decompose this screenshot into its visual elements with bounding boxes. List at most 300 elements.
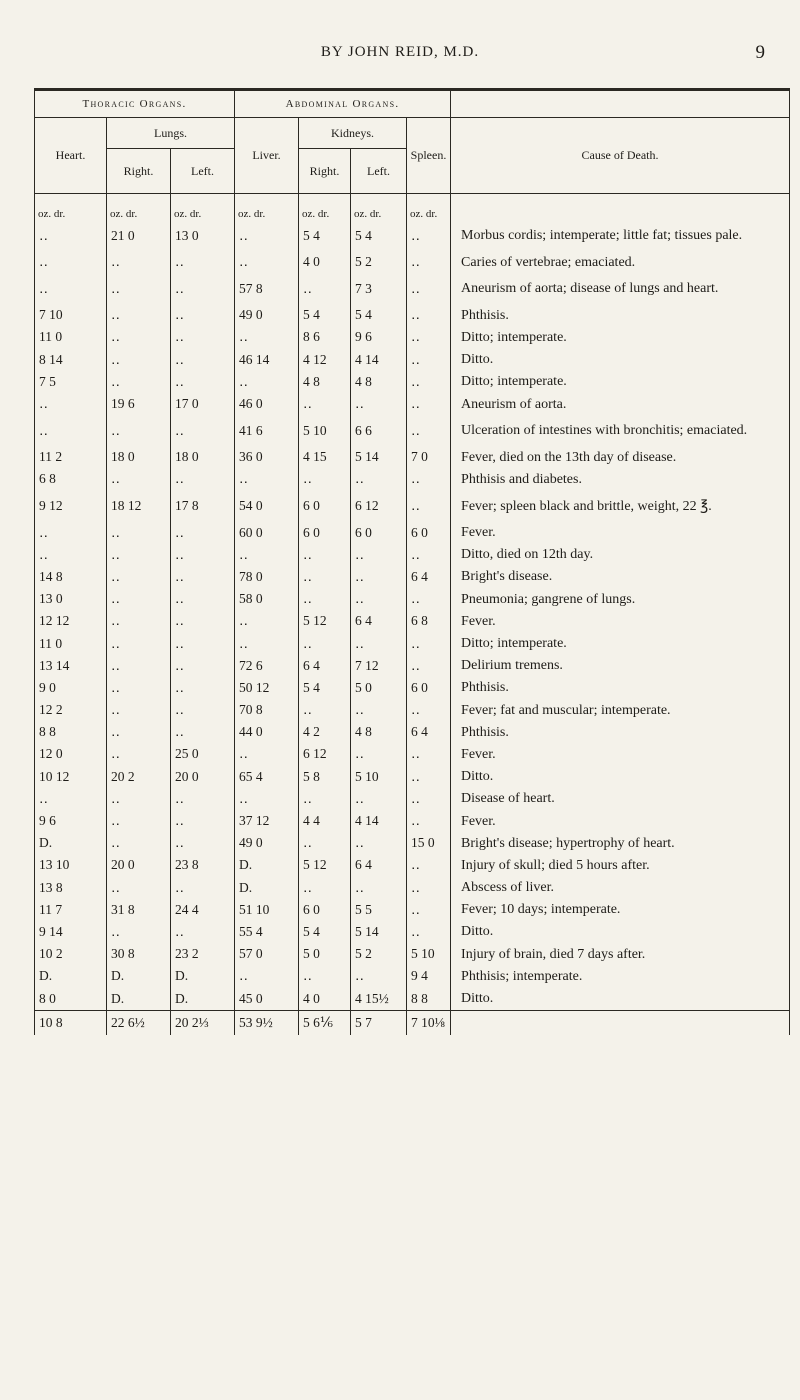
cause-of-death: Aneurism of aorta. xyxy=(451,393,790,415)
cause-of-death: Ditto; intemperate. xyxy=(451,632,790,654)
liver-weight: ‥ xyxy=(235,743,299,765)
kidney-left-weight: 4 8 xyxy=(351,721,407,743)
avg-lung-right: 22 6½ xyxy=(107,1010,171,1035)
table-row xyxy=(35,566,790,588)
heart-weight: 12 0 xyxy=(35,743,107,765)
lung-right-header: Right. xyxy=(107,149,171,194)
heart-weight: 13 8 xyxy=(35,877,107,899)
lung-left-weight: ‥ xyxy=(171,326,235,348)
kidney-left-weight: ‥ xyxy=(351,468,407,490)
kidney-left-header: Left. xyxy=(351,149,407,194)
lung-left-weight: ‥ xyxy=(171,544,235,566)
kidney-right-weight: 5 12 xyxy=(299,854,351,876)
lung-left-weight: ‥ xyxy=(171,566,235,588)
lung-left-weight: ‥ xyxy=(171,468,235,490)
lung-right-weight: ‥ xyxy=(107,655,171,677)
spleen-weight: 15 0 xyxy=(407,832,451,854)
heart-weight: ‥ xyxy=(35,415,107,446)
liver-weight: 36 0 xyxy=(235,446,299,468)
liver-weight: 45 0 xyxy=(235,987,299,1010)
cause-of-death: Fever. xyxy=(451,522,790,544)
lung-right-weight: ‥ xyxy=(107,699,171,721)
liver-weight: 70 8 xyxy=(235,699,299,721)
liver-weight: ‥ xyxy=(235,251,299,273)
table-row xyxy=(35,304,790,326)
cause-of-death: Delirium tremens. xyxy=(451,655,790,677)
kidney-right-weight: 5 8 xyxy=(299,766,351,788)
cause-of-death: Fever; spleen black and brittle, weight, 22 ℥. xyxy=(451,491,790,522)
avg-lung-left: 20 2⅓ xyxy=(171,1010,235,1035)
kidney-right-weight: 5 4 xyxy=(299,304,351,326)
table-body xyxy=(35,194,790,1011)
lung-left-weight: ‥ xyxy=(171,699,235,721)
table-row xyxy=(35,943,790,965)
cause-of-death-header: Cause of Death. xyxy=(451,118,790,194)
kidney-right-weight: ‥ xyxy=(299,273,351,304)
lung-right-weight: 21 0 xyxy=(107,220,171,251)
cause-of-death: Ulceration of intestines with bronchitis; emaciated. xyxy=(451,415,790,446)
lung-left-weight: 20 0 xyxy=(171,766,235,788)
spleen-weight: ‥ xyxy=(407,655,451,677)
lung-left-weight: ‥ xyxy=(171,721,235,743)
liver-weight: 49 0 xyxy=(235,304,299,326)
kidney-right-weight: 6 0 xyxy=(299,522,351,544)
cause-of-death: Bright's disease; hypertrophy of heart. xyxy=(451,832,790,854)
unit-label: oz. dr. xyxy=(299,194,351,221)
kidney-left-weight: 6 4 xyxy=(351,854,407,876)
kidney-right-weight: ‥ xyxy=(299,632,351,654)
lung-right-weight: ‥ xyxy=(107,788,171,810)
liver-weight: 57 8 xyxy=(235,273,299,304)
spleen-weight: ‥ xyxy=(407,854,451,876)
heart-weight: 7 10 xyxy=(35,304,107,326)
lung-right-weight: ‥ xyxy=(107,588,171,610)
lung-right-weight: ‥ xyxy=(107,326,171,348)
table-row xyxy=(35,393,790,415)
spleen-header: Spleen. xyxy=(407,118,451,194)
kidney-left-weight: 7 12 xyxy=(351,655,407,677)
kidney-left-weight: 4 14 xyxy=(351,810,407,832)
lung-right-weight: ‥ xyxy=(107,273,171,304)
kidney-left-weight: 5 2 xyxy=(351,943,407,965)
lung-left-weight: ‥ xyxy=(171,810,235,832)
heart-weight: 9 0 xyxy=(35,677,107,699)
cause-of-death: Abscess of liver. xyxy=(451,877,790,899)
table-row xyxy=(35,832,790,854)
heart-header: Heart. xyxy=(35,118,107,194)
spleen-weight: 6 0 xyxy=(407,677,451,699)
kidney-right-weight: 5 4 xyxy=(299,220,351,251)
cause-of-death: Phthisis. xyxy=(451,677,790,699)
kidney-left-weight: 5 4 xyxy=(351,304,407,326)
spleen-weight: 6 8 xyxy=(407,610,451,632)
lung-left-weight: ‥ xyxy=(171,349,235,371)
cause-of-death: Morbus cordis; intemperate; little fat; tissues pale. xyxy=(451,220,790,251)
units-row xyxy=(35,194,790,221)
lung-right-weight: D. xyxy=(107,965,171,987)
kidney-right-weight: 5 4 xyxy=(299,921,351,943)
kidney-left-weight: ‥ xyxy=(351,877,407,899)
lung-right-weight: ‥ xyxy=(107,566,171,588)
kidney-right-weight: ‥ xyxy=(299,788,351,810)
spleen-weight: ‥ xyxy=(407,899,451,921)
spleen-weight: ‥ xyxy=(407,468,451,490)
kidney-left-weight: 5 10 xyxy=(351,766,407,788)
lung-left-weight: D. xyxy=(171,965,235,987)
lung-left-weight: ‥ xyxy=(171,415,235,446)
lung-left-weight: ‥ xyxy=(171,921,235,943)
cause-of-death: Pneumonia; gangrene of lungs. xyxy=(451,588,790,610)
kidney-left-weight: 6 0 xyxy=(351,522,407,544)
liver-weight: ‥ xyxy=(235,610,299,632)
heart-weight: ‥ xyxy=(35,788,107,810)
lung-left-weight: ‥ xyxy=(171,877,235,899)
lung-right-weight: ‥ xyxy=(107,677,171,699)
lung-left-weight: 25 0 xyxy=(171,743,235,765)
running-head-text: BY JOHN REID, M.D. xyxy=(320,44,480,60)
lung-right-weight: ‥ xyxy=(107,415,171,446)
avg-kidney-right: 5 6⅙ xyxy=(299,1010,351,1035)
table-row xyxy=(35,965,790,987)
table-row xyxy=(35,446,790,468)
cause-of-death: Ditto; intemperate. xyxy=(451,371,790,393)
lung-right-weight: 30 8 xyxy=(107,943,171,965)
kidney-left-weight: ‥ xyxy=(351,832,407,854)
table-row xyxy=(35,921,790,943)
kidney-left-weight: 4 8 xyxy=(351,371,407,393)
heart-weight: 11 2 xyxy=(35,446,107,468)
lung-right-weight: ‥ xyxy=(107,544,171,566)
lung-right-weight: ‥ xyxy=(107,304,171,326)
lung-right-weight: ‥ xyxy=(107,921,171,943)
lung-left-weight: 23 2 xyxy=(171,943,235,965)
table-row xyxy=(35,766,790,788)
liver-weight: ‥ xyxy=(235,965,299,987)
liver-weight: ‥ xyxy=(235,544,299,566)
heart-weight: 11 0 xyxy=(35,632,107,654)
kidney-right-weight: 4 0 xyxy=(299,251,351,273)
cause-of-death: Ditto. xyxy=(451,349,790,371)
kidney-right-weight: 8 6 xyxy=(299,326,351,348)
cause-of-death: Ditto. xyxy=(451,987,790,1010)
kidney-right-weight: 6 0 xyxy=(299,899,351,921)
spleen-weight: ‥ xyxy=(407,220,451,251)
lung-left-weight: ‥ xyxy=(171,677,235,699)
spleen-weight: ‥ xyxy=(407,921,451,943)
liver-weight: 65 4 xyxy=(235,766,299,788)
liver-weight: ‥ xyxy=(235,468,299,490)
cause-of-death: Injury of brain, died 7 days after. xyxy=(451,943,790,965)
liver-weight: 49 0 xyxy=(235,832,299,854)
kidney-right-weight: ‥ xyxy=(299,544,351,566)
liver-weight: D. xyxy=(235,877,299,899)
lung-left-weight: ‥ xyxy=(171,655,235,677)
spleen-weight: ‥ xyxy=(407,588,451,610)
cause-of-death: Ditto, died on 12th day. xyxy=(451,544,790,566)
kidney-right-weight: ‥ xyxy=(299,832,351,854)
kidney-left-weight: ‥ xyxy=(351,566,407,588)
cause-of-death: Fever. xyxy=(451,610,790,632)
lung-right-weight: ‥ xyxy=(107,371,171,393)
spleen-weight: 6 4 xyxy=(407,566,451,588)
avg-kidney-left: 5 7 xyxy=(351,1010,407,1035)
spleen-weight: ‥ xyxy=(407,699,451,721)
liver-weight: 55 4 xyxy=(235,921,299,943)
heart-weight: 9 6 xyxy=(35,810,107,832)
heart-weight: 9 14 xyxy=(35,921,107,943)
kidney-right-weight: 4 2 xyxy=(299,721,351,743)
lung-left-weight: 17 8 xyxy=(171,491,235,522)
lung-right-weight: ‥ xyxy=(107,349,171,371)
cause-of-death: Injury of skull; died 5 hours after. xyxy=(451,854,790,876)
spleen-weight: ‥ xyxy=(407,415,451,446)
kidney-left-weight: ‥ xyxy=(351,699,407,721)
heart-weight: 8 8 xyxy=(35,721,107,743)
kidney-left-weight: ‥ xyxy=(351,965,407,987)
table-row xyxy=(35,544,790,566)
cause-of-death: Bright's disease. xyxy=(451,566,790,588)
spleen-weight: ‥ xyxy=(407,304,451,326)
heart-weight: ‥ xyxy=(35,393,107,415)
liver-weight: 46 0 xyxy=(235,393,299,415)
lung-left-weight: ‥ xyxy=(171,632,235,654)
table-row xyxy=(35,522,790,544)
table-row xyxy=(35,415,790,446)
spleen-weight: ‥ xyxy=(407,349,451,371)
kidney-left-weight: 5 14 xyxy=(351,921,407,943)
cause-of-death: Phthisis; intemperate. xyxy=(451,965,790,987)
heart-weight: 9 12 xyxy=(35,491,107,522)
spleen-weight: ‥ xyxy=(407,788,451,810)
kidney-right-weight: 5 12 xyxy=(299,610,351,632)
lung-right-weight: ‥ xyxy=(107,522,171,544)
cause-of-death: Fever, died on the 13th day of disease. xyxy=(451,446,790,468)
cause-of-death: Ditto. xyxy=(451,921,790,943)
table-row xyxy=(35,273,790,304)
liver-weight: 50 12 xyxy=(235,677,299,699)
running-head xyxy=(0,44,800,61)
lung-left-weight: ‥ xyxy=(171,251,235,273)
kidney-left-weight: 5 4 xyxy=(351,220,407,251)
table-row xyxy=(35,854,790,876)
table-row xyxy=(35,371,790,393)
liver-weight: 41 6 xyxy=(235,415,299,446)
cause-of-death: Aneurism of aorta; disease of lungs and heart. xyxy=(451,273,790,304)
unit-label: oz. dr. xyxy=(235,194,299,221)
heart-weight: ‥ xyxy=(35,251,107,273)
liver-weight: ‥ xyxy=(235,371,299,393)
table-row xyxy=(35,326,790,348)
kidney-left-weight: 6 4 xyxy=(351,610,407,632)
liver-weight: ‥ xyxy=(235,632,299,654)
table-row xyxy=(35,987,790,1010)
lung-right-weight: ‥ xyxy=(107,610,171,632)
cause-of-death: Phthisis and diabetes. xyxy=(451,468,790,490)
cause-of-death: Fever. xyxy=(451,810,790,832)
unit-label: oz. dr. xyxy=(351,194,407,221)
heart-weight: 12 2 xyxy=(35,699,107,721)
kidney-right-weight: 5 0 xyxy=(299,943,351,965)
lung-right-weight: ‥ xyxy=(107,251,171,273)
lung-right-weight: 19 6 xyxy=(107,393,171,415)
kidney-right-weight: 4 4 xyxy=(299,810,351,832)
kidney-left-weight: 7 3 xyxy=(351,273,407,304)
page-number: 9 xyxy=(755,42,766,63)
lung-left-weight: 17 0 xyxy=(171,393,235,415)
average-row xyxy=(35,1010,790,1035)
lung-right-weight: ‥ xyxy=(107,721,171,743)
heart-weight: 14 8 xyxy=(35,566,107,588)
kidney-left-weight: 5 2 xyxy=(351,251,407,273)
spleen-weight: ‥ xyxy=(407,544,451,566)
heart-weight: 8 0 xyxy=(35,987,107,1010)
lung-right-weight: ‥ xyxy=(107,877,171,899)
spleen-weight: ‥ xyxy=(407,326,451,348)
liver-header: Liver. xyxy=(235,118,299,194)
unit-label: oz. dr. xyxy=(171,194,235,221)
avg-liver: 53 9½ xyxy=(235,1010,299,1035)
kidney-right-weight: 4 12 xyxy=(299,349,351,371)
lung-left-weight: ‥ xyxy=(171,788,235,810)
liver-weight: 51 10 xyxy=(235,899,299,921)
table-row xyxy=(35,788,790,810)
kidney-left-weight: ‥ xyxy=(351,544,407,566)
heart-weight: ‥ xyxy=(35,544,107,566)
table-row xyxy=(35,632,790,654)
table-row xyxy=(35,721,790,743)
table-row xyxy=(35,491,790,522)
thoracic-organs-header: Thoracic Organs. xyxy=(35,90,235,118)
lung-left-header: Left. xyxy=(171,149,235,194)
lung-left-weight: 24 4 xyxy=(171,899,235,921)
kidney-right-weight: 5 4 xyxy=(299,677,351,699)
liver-weight: 60 0 xyxy=(235,522,299,544)
heart-weight: 13 14 xyxy=(35,655,107,677)
lung-right-weight: D. xyxy=(107,987,171,1010)
lung-left-weight: D. xyxy=(171,987,235,1010)
heart-weight: D. xyxy=(35,965,107,987)
lung-right-weight: 18 12 xyxy=(107,491,171,522)
abdominal-organs-header: Abdominal Organs. xyxy=(235,90,451,118)
cause-of-death: Caries of vertebrae; emaciated. xyxy=(451,251,790,273)
table-row xyxy=(35,220,790,251)
table-row xyxy=(35,610,790,632)
spleen-weight: ‥ xyxy=(407,632,451,654)
liver-weight: ‥ xyxy=(235,326,299,348)
heart-weight: 8 14 xyxy=(35,349,107,371)
lung-left-weight: 13 0 xyxy=(171,220,235,251)
unit-label: oz. dr. xyxy=(407,194,451,221)
autopsy-weights-table xyxy=(34,88,790,1035)
lung-left-weight: 23 8 xyxy=(171,854,235,876)
lung-right-weight: ‥ xyxy=(107,810,171,832)
spleen-weight: ‥ xyxy=(407,251,451,273)
heart-weight: 11 7 xyxy=(35,899,107,921)
kidney-right-weight: ‥ xyxy=(299,965,351,987)
lung-right-weight: 18 0 xyxy=(107,446,171,468)
kidney-right-weight: 6 0 xyxy=(299,491,351,522)
kidney-right-header: Right. xyxy=(299,149,351,194)
table-row xyxy=(35,655,790,677)
spleen-weight: ‥ xyxy=(407,877,451,899)
lung-right-weight: ‥ xyxy=(107,832,171,854)
heart-weight: ‥ xyxy=(35,220,107,251)
kidney-right-weight: ‥ xyxy=(299,877,351,899)
kidney-left-weight: 5 14 xyxy=(351,446,407,468)
kidney-left-weight: 9 6 xyxy=(351,326,407,348)
liver-weight: ‥ xyxy=(235,220,299,251)
kidney-left-weight: ‥ xyxy=(351,632,407,654)
cause-of-death: Phthisis. xyxy=(451,721,790,743)
heart-weight: 10 12 xyxy=(35,766,107,788)
table-row xyxy=(35,899,790,921)
lung-right-weight: ‥ xyxy=(107,632,171,654)
avg-spleen: 7 10⅛ xyxy=(407,1010,451,1035)
spleen-weight: 5 10 xyxy=(407,943,451,965)
liver-weight: 57 0 xyxy=(235,943,299,965)
lung-left-weight: ‥ xyxy=(171,273,235,304)
kidney-left-weight: 5 5 xyxy=(351,899,407,921)
kidney-right-weight: 5 10 xyxy=(299,415,351,446)
liver-weight: 78 0 xyxy=(235,566,299,588)
spleen-weight: 6 0 xyxy=(407,522,451,544)
kidney-right-weight: 6 12 xyxy=(299,743,351,765)
heart-weight: 7 5 xyxy=(35,371,107,393)
heart-weight: 13 10 xyxy=(35,854,107,876)
heart-weight: 12 12 xyxy=(35,610,107,632)
heart-weight: ‥ xyxy=(35,273,107,304)
lung-right-weight: 20 0 xyxy=(107,854,171,876)
lung-right-weight: 31 8 xyxy=(107,899,171,921)
heart-weight: 10 2 xyxy=(35,943,107,965)
kidney-left-weight: ‥ xyxy=(351,393,407,415)
kidney-right-weight: ‥ xyxy=(299,566,351,588)
table-row xyxy=(35,251,790,273)
cause-of-death: Phthisis. xyxy=(451,304,790,326)
heart-weight: 11 0 xyxy=(35,326,107,348)
heart-weight: ‥ xyxy=(35,522,107,544)
table-row xyxy=(35,699,790,721)
kidney-left-weight: 6 12 xyxy=(351,491,407,522)
kidney-right-weight: ‥ xyxy=(299,588,351,610)
liver-weight: 44 0 xyxy=(235,721,299,743)
cause-of-death: Fever. xyxy=(451,743,790,765)
kidney-left-weight: ‥ xyxy=(351,588,407,610)
spleen-weight: ‥ xyxy=(407,766,451,788)
heart-weight: 13 0 xyxy=(35,588,107,610)
unit-label: oz. dr. xyxy=(107,194,171,221)
lung-left-weight: ‥ xyxy=(171,371,235,393)
cause-of-death: Ditto; intemperate. xyxy=(451,326,790,348)
kidney-left-weight: 4 14 xyxy=(351,349,407,371)
table-row xyxy=(35,677,790,699)
spleen-weight: 8 8 xyxy=(407,987,451,1010)
spleen-weight: ‥ xyxy=(407,810,451,832)
table-row xyxy=(35,588,790,610)
kidney-left-weight: 4 15½ xyxy=(351,987,407,1010)
lung-left-weight: ‥ xyxy=(171,588,235,610)
lung-right-weight: ‥ xyxy=(107,468,171,490)
avg-heart: 10 8 xyxy=(35,1010,107,1035)
liver-weight: 72 6 xyxy=(235,655,299,677)
spleen-weight: 7 0 xyxy=(407,446,451,468)
heart-weight: 6 8 xyxy=(35,468,107,490)
kidney-left-weight: 5 0 xyxy=(351,677,407,699)
lung-left-weight: ‥ xyxy=(171,610,235,632)
kidney-right-weight: 4 8 xyxy=(299,371,351,393)
cause-of-death: Ditto. xyxy=(451,766,790,788)
kidney-right-weight: 6 4 xyxy=(299,655,351,677)
